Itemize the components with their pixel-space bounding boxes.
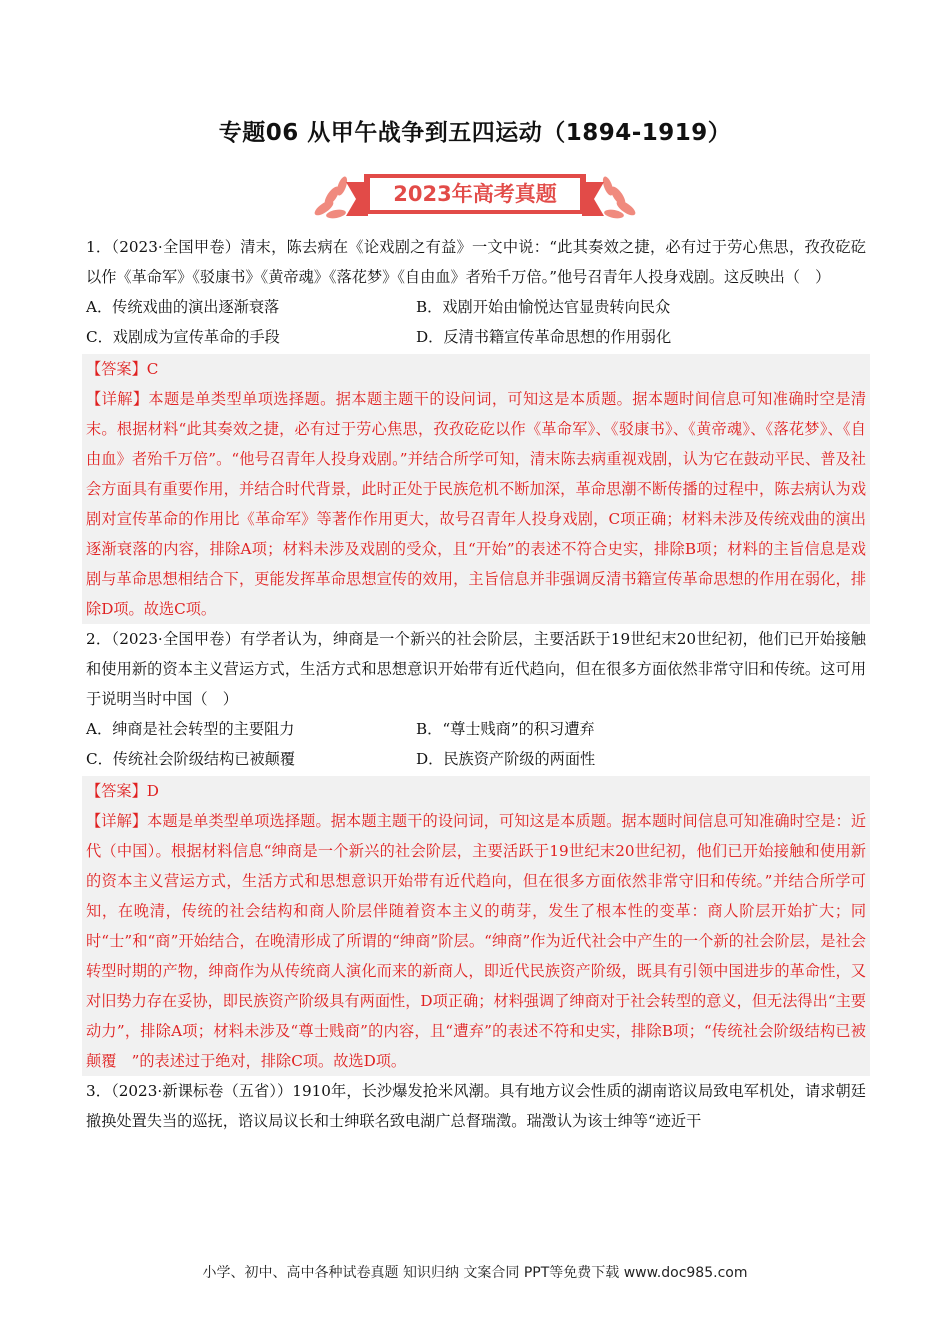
answer-label: 【答案】C [86, 360, 159, 378]
page-title: 专题06 从甲午战争到五四运动（1894-1919） [218, 120, 732, 146]
explanation-text: 【详解】本题是单类型单项选择题。据本题主题干的设问词，可知这是本质题。据本题时间信息可知准确时空是：近代（中国）。根据材料信息“绅商是一个新兴的社会阶层，主要活跃于19世纪末20世纪初，他们已开始接触和使用新的资本主义营运方式，生活方式和思想意识开始带有近代趋向，但在很多方面依然非常守旧和传统。”并结合所学可知，在晚清，传统的社会结构和商人阶层伴随着资本主义的萌芽，发生了根本性的变革：商人阶层开始扩大；同时“士”和“商”开始结合，在晚清形成了所谓的“绅商”阶层。“绅商”作为近代社会中产生的一个新的社会阶层，是社会转型时期的产物，绅商作为从传统商人演化而来的新商人，即近代民族资产阶级，既具有引领中国进步的革命性，又对旧势力存在妥协，即民族资产阶级具有两面性，D项正确；材料强调了绅商对于社会转型的意义，但无法得出“主要动力”，排除A项；材料未涉及“尊士贱商”的内容，且“遭弃”的表述不符和史实，排除B项；“传统社会阶级结构已被颠覆 ”的表述过于绝对，排除C项。故选D项。 [86, 812, 866, 1070]
question-2 [86, 624, 866, 1076]
explanation-text: 【详解】本题是单类型单项选择题。据本题主题干的设问词，可知这是本质题。据本题时间信息可知准确时空是清末。根据材料“此其奏效之捷，必有过于劳心焦思，孜孜矻矻以作《革命军》、《驳康书》、《黄帝魂》、《落花梦》、《自由血》者殆千万倍”。“他号召青年人投身戏剧。”并结合所学可知，清末陈去病重视戏剧，认为它在鼓动平民、普及社会方面具有重要作用，并结合时代背景，此时正处于民族危机不断加深，革命思潮不断传播的过程中，陈去病认为戏剧对宣传革命的作用比《革命军》等著作作用更大，故号召青年人投身戏剧，C项正确；材料未涉及传统戏曲的演出逐渐衰落的内容，排除A项；材料未涉及戏剧的受众，且“开始”的表述不符合史实，排除B项；材料的主旨信息是戏剧与革命思想相结合下，更能发挥革命思想宣传的效用，主旨信息并非强调反清书籍宣传革命思想的作用在弱化，排除D项。故选C项。 [86, 390, 866, 618]
question-list [86, 232, 866, 1136]
option-c: C．传统社会阶级结构已被颠覆 [86, 750, 296, 768]
option-b: B．“尊士贱商”的积习遭弃 [416, 720, 595, 738]
question-3 [86, 1076, 866, 1136]
page-footer: 小学、初中、高中各种试卷真题 知识归纳 文案合同 PPT等免费下载 www.doc985.com [202, 1265, 748, 1281]
option-d: D．民族资产阶级的两面性 [416, 750, 596, 768]
option-b: B．戏剧开始由愉悦达官显贵转向民众 [416, 298, 671, 316]
option-c: C．戏剧成为宣传革命的手段 [86, 328, 280, 346]
answer-block [82, 354, 870, 624]
banner-label: 2023年高考真题 [393, 182, 557, 206]
question-stem: 2．（2023·全国甲卷）有学者认为，绅商是一个新兴的社会阶层，主要活跃于19世纪末20世纪初，他们已开始接触和使用新的资本主义营运方式，生活方式和思想意识开始带有近代趋向，但在很多方面依然非常守旧和传统。这可用于说明当时中国（ ） [86, 630, 866, 708]
question-stem: 3．（2023·新课标卷（五省））1910年，长沙爆发抢米风潮。具有地方议会性质的湖南谘议局致电军机处，请求朝廷撤换处置失当的巡抚，谘议局议长和士绅联名致电湖广总督瑞澂。瑞澂认为该士绅等“迹近干 [86, 1082, 866, 1130]
option-list [86, 714, 866, 774]
section-banner [306, 168, 644, 224]
answer-label: 【答案】D [86, 782, 159, 800]
question-1 [86, 232, 866, 624]
answer-block [82, 776, 870, 1076]
option-list [86, 292, 866, 352]
question-stem: 1．（2023·全国甲卷）清末，陈去病在《论戏剧之有益》一文中说：“此其奏效之捷，必有过于劳心焦思，孜孜矻矻以作《革命军》《驳康书》《黄帝魂》《落花梦》《自由血》者殆千万倍。”他号召青年人投身戏剧。这反映出（ ） [86, 238, 866, 286]
option-d: D．反清书籍宣传革命思想的作用弱化 [416, 328, 672, 346]
option-a: A．绅商是社会转型的主要阻力 [86, 720, 295, 738]
option-a: A．传统戏曲的演出逐渐衰落 [86, 298, 280, 316]
